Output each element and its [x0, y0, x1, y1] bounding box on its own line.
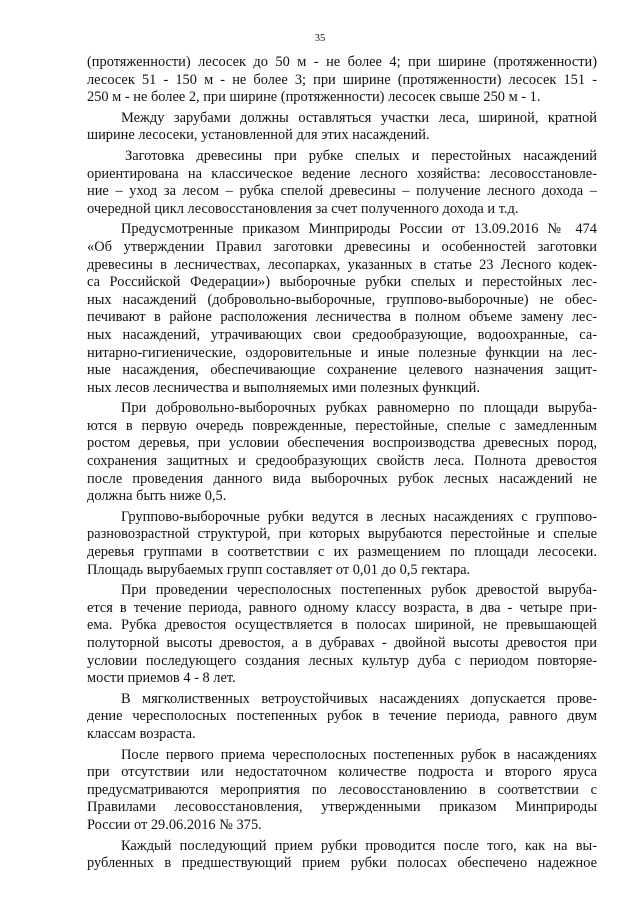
text-line: полуторной высоты древостоя, а в дубравах - двойной высоты древостоя при: [87, 635, 597, 651]
text-line: лесосек 51 - 150 м - не более 3; при ширине (протяженности) лесосек 151 -: [87, 71, 597, 88]
text-line: 250 м - не более 2, при ширине (протяженности) лесосек свыше 250 м - 1.: [87, 89, 541, 106]
text-line: При добровольно-выборочных рубках равномерно по площади выруба-: [121, 400, 597, 417]
text-line: Между зарубами должны оставляться участки леса, шириной, кратной: [121, 109, 597, 126]
paragraph-cutting-widths: [87, 54, 597, 107]
text-line: ных насаждений, утрачивающих свои средообразующие, водоохранные, са-: [87, 326, 597, 343]
text-line: «Об утверждении Правил заготовки древесины и особенностей заготовки: [87, 238, 597, 255]
text-line: ные насаждения, обеспечивающие сохранение целевого назначения защит-: [87, 362, 597, 379]
paragraph-softwood-stands: [87, 691, 597, 744]
text-line: предусматриваются мероприятия по лесовосстановлению в соответствии с: [87, 781, 597, 798]
text-line: древесины в лесничествах, лесопарках, указанных в статье 23 Лесного кодек-: [87, 256, 597, 273]
text-line: деревья группами в соответствии с их размещением по площади лесосеки.: [87, 544, 597, 561]
text-line: Каждый последующий прием рубки проводится после того, как на вы-: [121, 837, 597, 854]
text-line: ется в течение периода, равного одному классу возраста, в два - четыре при-: [87, 599, 597, 616]
text-line: печивают в районе расположения лесничества в полном объеме замену лес-: [87, 309, 597, 326]
paragraph-group-selective: [87, 509, 597, 579]
text-line: нитарно-гигиенические, оздоровительные и иные полезные функции на лес-: [87, 344, 597, 361]
text-line: ние – уход за лесом – рубка спелой древесины – получение лесного дохода –: [87, 183, 597, 200]
text-line: В мягколиственных ветроустойчивых насаждениях допускается прове-: [121, 690, 597, 707]
text-line: Предусмотренные приказом Минприроды России от 13.09.2016 № 474: [121, 221, 597, 238]
text-line: са Российской Федерации») выборочные рубки спелых и перестойных лес-: [87, 274, 597, 291]
text-line: ных лесов лесничества и выполняемых ими полезных функций.: [87, 379, 480, 396]
text-line: ориентирована на классическое ведение лесного хозяйства: лесовосстановле-: [87, 165, 597, 182]
text-line: рубленных в предшествующий прием рубки полосах обеспечено надежное: [87, 855, 597, 872]
paragraph-timber-harvesting: [87, 148, 597, 218]
text-line: (протяженности) лесосек до 50 м - не более 4; при ширине (протяженности): [87, 54, 597, 70]
text-line: ных насаждений (добровольно-выборочные, группово-выборочные) не обес-: [87, 291, 597, 308]
text-line: после проведения данного вида выборочных рубок лесных насаждений не: [87, 470, 597, 487]
text-line: при отсутствии или недостаточном количестве подроста и второго яруса: [87, 764, 597, 781]
paragraph-subsequent-cut: [87, 838, 597, 873]
text-line: должна быть ниже 0,5.: [87, 488, 227, 505]
text-line: ются в первую очередь поврежденные, перестойные, спелые с замедленным: [87, 417, 597, 434]
text-line: классам возраста.: [87, 725, 196, 742]
text-line: При проведении чересполосных постепенных рубок древостой вырубa-: [121, 582, 597, 599]
paragraph-ministry-order: [87, 221, 597, 397]
text-line: ема. Рубка древостоя осуществляется в полосах шириной, не превышающей: [87, 617, 597, 634]
text-line: дение чересполосных постепенных рубок в течение периода, равного двум: [87, 708, 597, 725]
document-body: [87, 54, 597, 873]
text-line: ширине лесосеки, установленной для этих насаждений.: [87, 127, 430, 144]
text-line: Площадь вырубаемых групп составляет от 0,01 до 0,5 гектара.: [87, 561, 471, 578]
paragraph-forest-strips: [87, 110, 597, 145]
paragraph-strip-gradual: [87, 582, 597, 688]
text-line: сохранения защитных и средообразующих свойств леса. Полнота древостоя: [87, 453, 597, 470]
text-line: Группово-выборочные рубки ведутся в лесных насаждениях с группово-: [121, 508, 597, 525]
text-line: ростом деревья, при условии обеспечения воспроизводства древесных пород,: [87, 435, 597, 452]
page-number: 35: [314, 33, 326, 44]
text-line: очередной цикл лесовосстановления за счет полученного дохода и т.д.: [87, 200, 519, 217]
text-line: России от 29.06.2016 № 375.: [87, 816, 262, 833]
paragraph-voluntary-selective: [87, 400, 597, 506]
text-line: После первого приема чересполосных постепенных рубок в насаждениях: [121, 746, 597, 763]
text-line: мости приемов 4 - 8 лет.: [87, 670, 236, 687]
text-line: условии последующего создания лесных культур дуба с периодом повторяе-: [87, 652, 597, 669]
text-line: разновозрастной структурой, при которых вырубаются перестойные и спелые: [87, 526, 597, 543]
text-line: Правилами лесовосстановления, утвержденными приказом Минприроды: [87, 799, 597, 816]
paragraph-first-cut: [87, 747, 597, 835]
text-line: Заготовка древесины при рубке спелых и перестойных насаждений: [125, 147, 597, 164]
